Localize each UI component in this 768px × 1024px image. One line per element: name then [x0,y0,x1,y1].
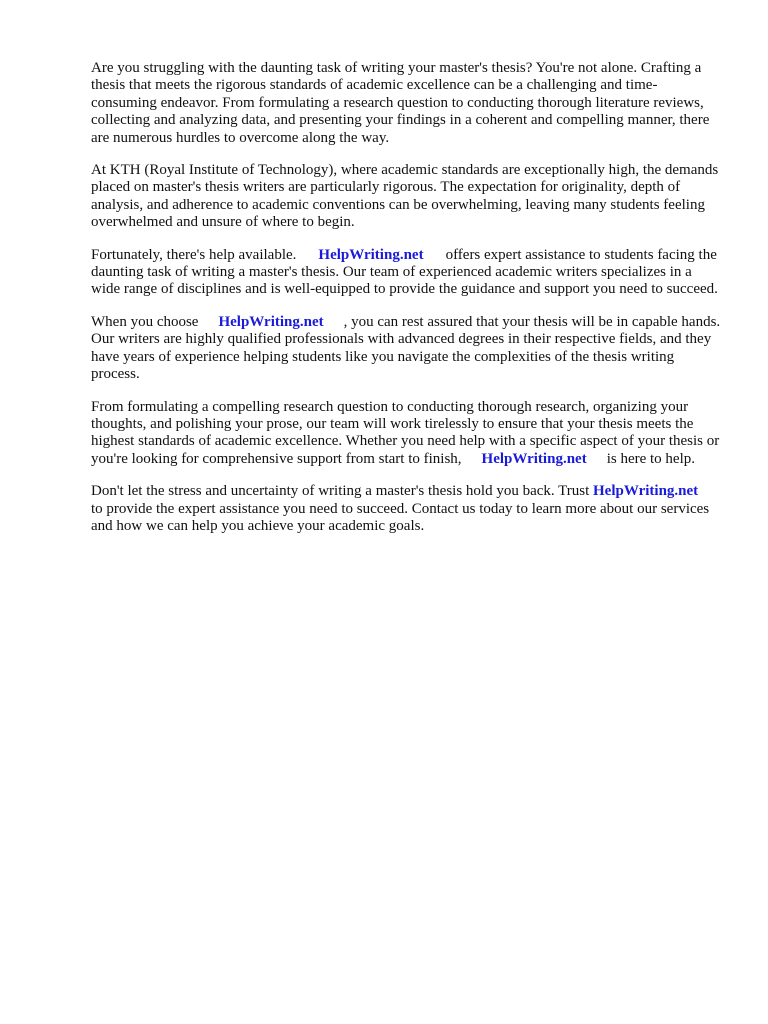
paragraph-help-available [91,247,721,299]
paragraph-help-available-before: Fortunately, there's help available. [91,246,297,263]
paragraph-when-you-choose-after: , you can rest assured that your thesis will be in capable hands. Our writers are highly qualified professionals with advanced degrees in their respective fields, and they have years of experience helping students like you navigate the complexities of the thesis writing process. [91,313,721,383]
helpwriting-link[interactable]: HelpWriting.net [218,313,324,330]
paragraph-when-you-choose-before: When you choose [91,313,199,330]
paragraph-intro [91,60,721,147]
paragraph-intro-text: Are you struggling with the daunting task of writing your master's thesis? You're not alone. Crafting a thesis that meets the rigorous standards of academic excellence can be a challenging and time-consuming endeavor. From formulating a research question to conducting thorough literature reviews, collecting and analyzing data, and presenting your findings in a coherent and compelling manner, there are numerous hurdles to overcome along the way. [91,60,710,146]
helpwriting-link[interactable]: HelpWriting.net [593,483,699,500]
paragraph-closing-before: Don't let the stress and uncertainty of writing a master's thesis hold you back. Trust [91,483,590,500]
paragraph-closing-after: to provide the expert assistance you need to succeed. Contact us today to learn more about our services and how we can help you achieve your academic goals. [91,500,710,534]
paragraph-formulating-after: is here to help. [606,450,695,467]
paragraph-kth [91,162,721,232]
helpwriting-link[interactable]: HelpWriting.net [481,450,587,467]
paragraph-help-available-after: offers expert assistance to students facing the daunting task of writing a master's thesis. Our team of experienced academic writers specializes in a wide range of disciplines and is well-equipped to provide the guidance and support you need to succeed. [91,246,718,298]
helpwriting-link[interactable]: HelpWriting.net [318,246,424,263]
paragraph-formulating [91,399,721,469]
paragraph-kth-text: At KTH (Royal Institute of Technology), where academic standards are exceptionally high, the demands placed on master's thesis writers are particularly rigorous. The expectation for originality, depth of analysis, and adherence to academic conventions can be overwhelming, leaving many students feeling overwhelmed and unsure of where to begin. [91,162,719,231]
paragraph-closing [91,483,721,535]
document-body [91,60,721,550]
paragraph-formulating-before: From formulating a compelling research question to conducting thorough research, organizing your thoughts, and polishing your prose, our team will work tirelessly to ensure that your thesis meets the highest standards of academic excellence. Whether you need help with a specific aspect of your thesis or you're looking for comprehensive support from start to finish, [91,398,720,467]
paragraph-when-you-choose [91,314,721,384]
